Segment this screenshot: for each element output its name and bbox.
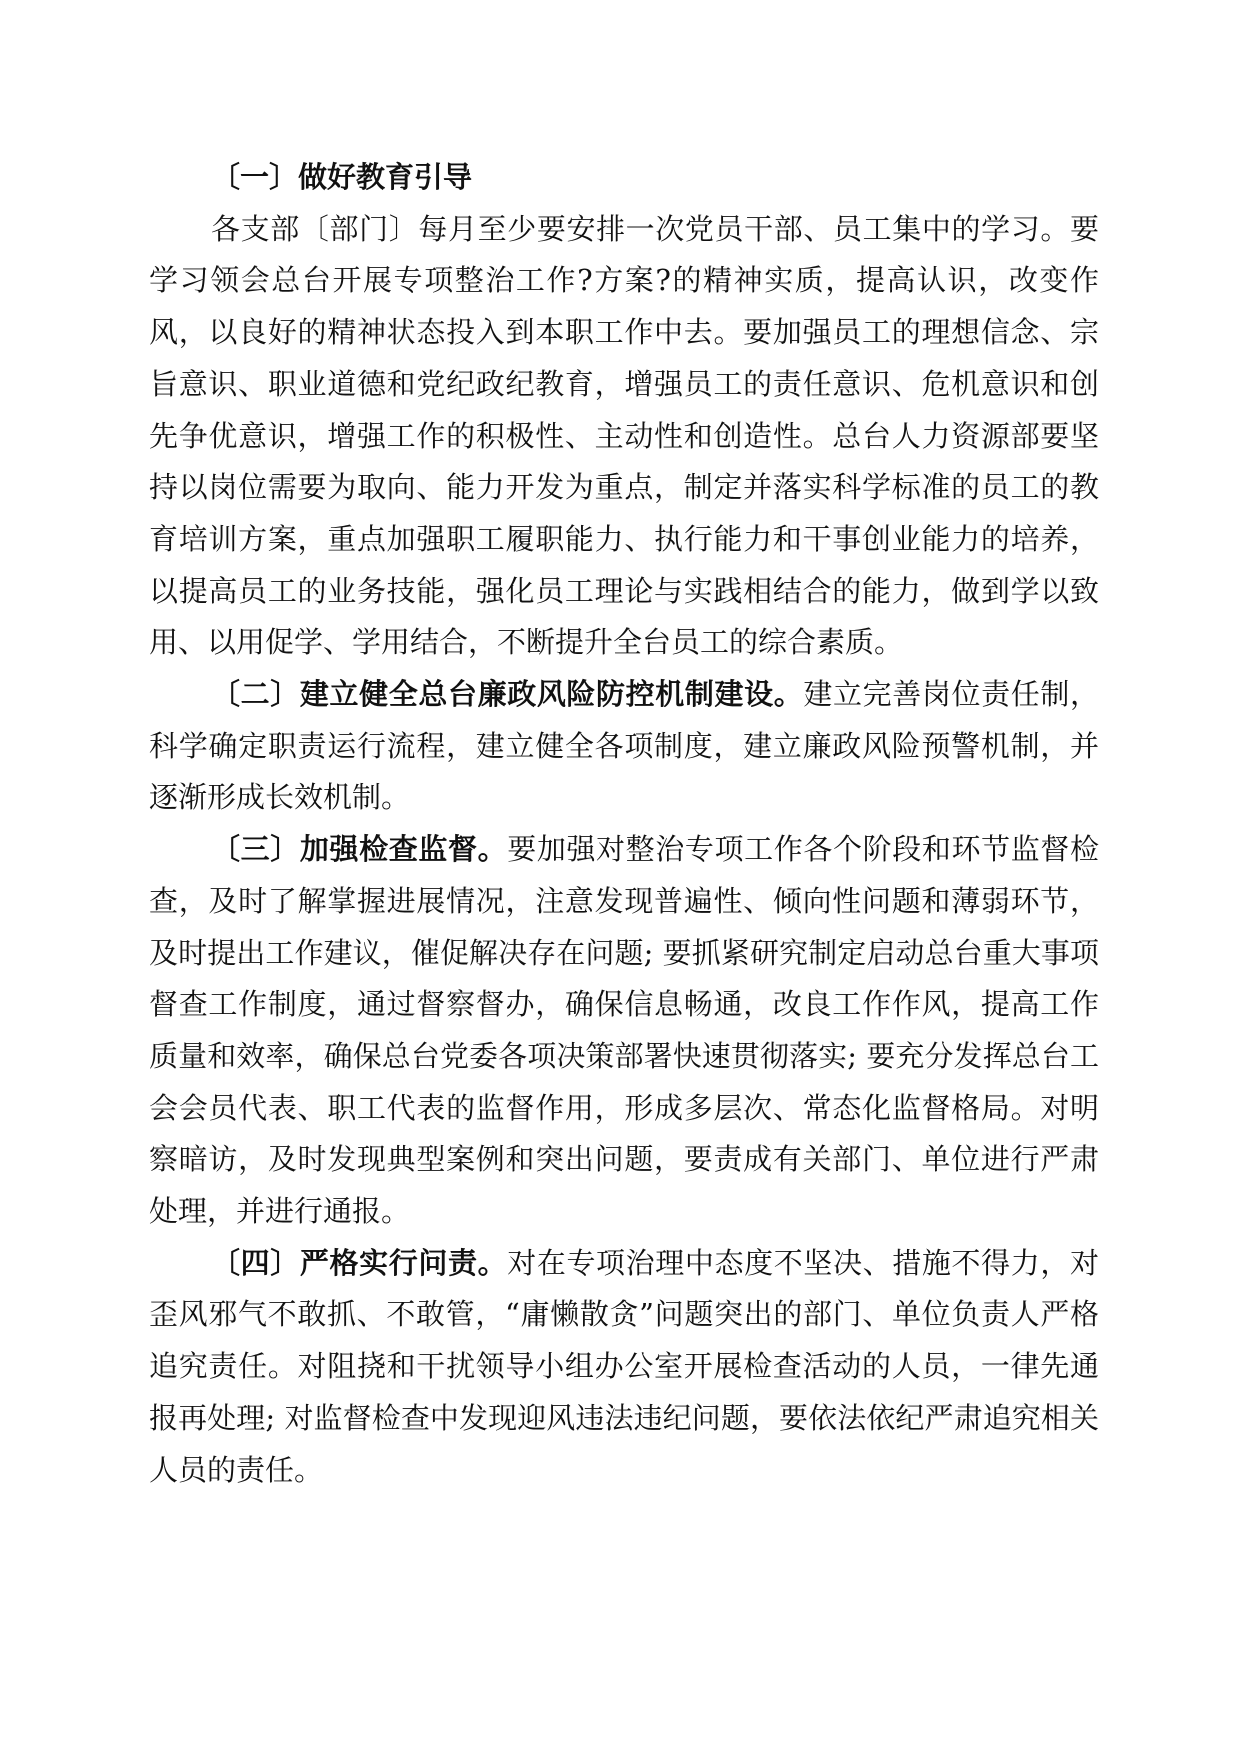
section-4-paragraph xyxy=(149,1238,1099,1497)
section-3-body: 要加强对整治专项工作各个阶段和环节监督检查，及时了解掌握进展情况，注意发现普遍性、倾向性问题和薄弱环节，及时提出工作建议，催促解决存在问题; 要抓紧研究制定启动总台重大事项督查工作制度，通过督察督办，确保信息畅通，改良工作作风，提高工作质量和效率，确保总台党委各项决策部署快速贯彻落实; 要充分发挥总台工会会员代表、职工代表的监督作用，形成多层次、常态化监督格局。对明察暗访，及时发现典型案例和突出问题，要责成有关部门、单位进行严肃处理，并进行通报。 xyxy=(149,832,1099,1229)
section-2-heading: 〔二〕建立健全总台廉政风险防控机制建设。 xyxy=(211,677,804,712)
section-4-heading: 〔四〕严格实行问责。 xyxy=(211,1245,508,1280)
section-3-heading: 〔三〕加强检查监督。 xyxy=(211,832,508,867)
section-2-paragraph xyxy=(149,669,1099,824)
section-3-paragraph xyxy=(149,824,1099,1238)
section-2-body: 建立完善岗位责任制，科学确定职责运行流程，建立健全各项制度，建立廉政风险预警机制，并逐渐形成长效机制。 xyxy=(149,677,1099,815)
section-1-heading: 〔一〕做好教育引导 xyxy=(211,160,473,194)
section-4-body: 对在专项治理中态度不坚决、措施不得力，对歪风邪气不敢抓、不敢管，“庸懒散贪”问题突出的部门、单位负责人严格追究责任。对阻挠和干扰领导小组办公室开展检查活动的人员，一律先通报再处理; 对监督检查中发现迎风违法违纪问题，要依法依纪严肃追究相关人员的责任。 xyxy=(149,1245,1099,1487)
section-1-paragraph: 各支部〔部门〕每月至少要安排一次党员干部、员工集中的学习。要学习领会总台开展专项整治工作?方案?的精神实质，提高认识，改变作风，以良好的精神状态投入到本职工作中去。要加强员工的理想信念、宗旨意识、职业道德和党纪政纪教育，增强员工的责任意识、危机意识和创先争优意识，增强工作的积极性、主动性和创造性。总台人力资源部要坚持以岗位需要为取向、能力开发为重点，制定并落实科学标准的员工的教育培训方案，重点加强职工履职能力、执行能力和干事创业能力的培养，以提高员工的业务技能，强化员工理论与实践相结合的能力，做到学以致用、以用促学、学用结合，不断提升全台员工的综合素质。 xyxy=(149,211,1099,660)
document-body xyxy=(149,152,1099,1496)
